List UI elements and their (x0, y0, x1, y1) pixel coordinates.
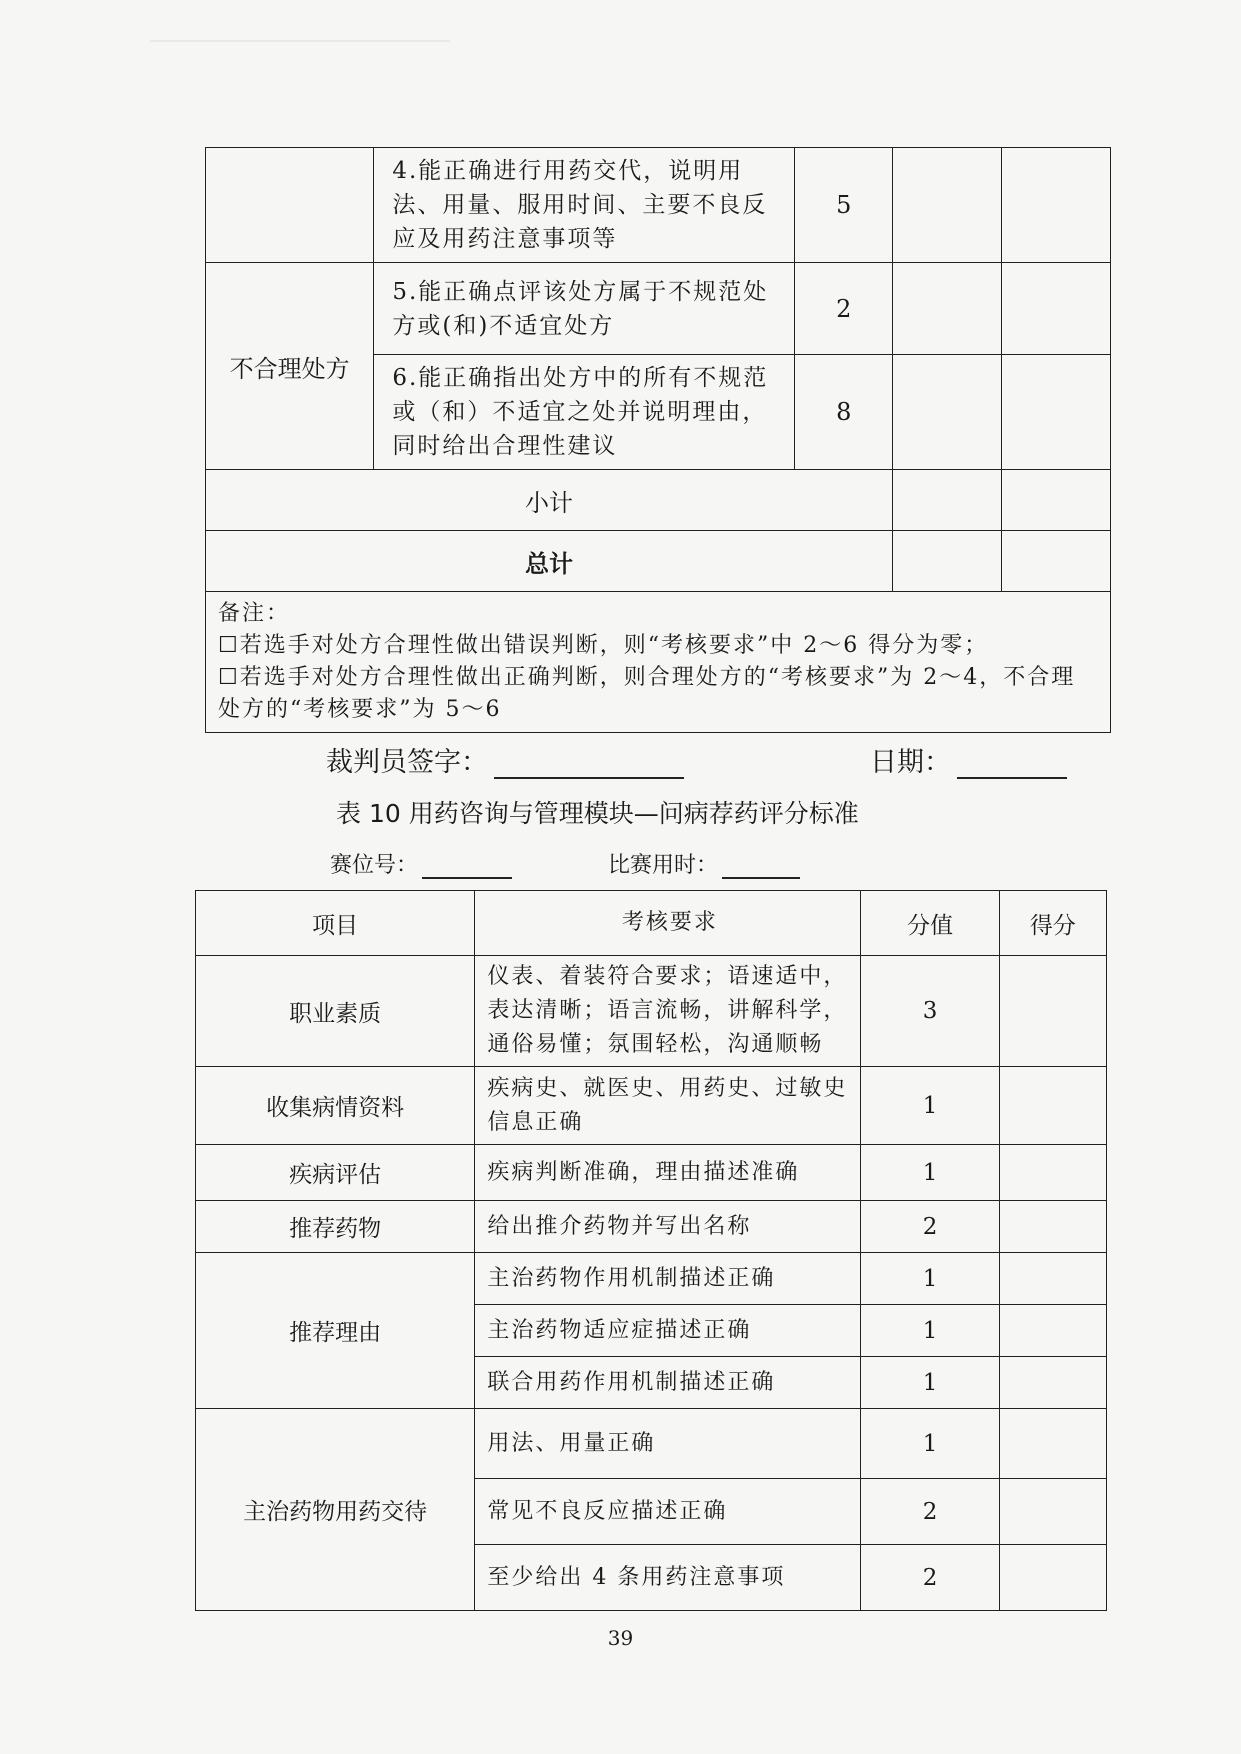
requirement-cell: 4.能正确进行用药交代，说明用法、用量、服用时间、主要不良反应及用药注意事项等 (374, 148, 795, 263)
value-cell: 3 (861, 956, 999, 1067)
total-label: 总计 (206, 531, 893, 592)
value-cell: 2 (861, 1545, 999, 1611)
value-cell: 8 (795, 355, 893, 470)
value-cell: 1 (861, 1305, 999, 1357)
requirement-cell: 疾病判断准确，理由描述准确 (475, 1145, 861, 1201)
requirement-cell: 5.能正确点评该处方属于不规范处方或(和)不适宜处方 (374, 263, 795, 355)
table-row (196, 1201, 1107, 1253)
judge-signature-field[interactable] (494, 751, 684, 779)
table-row (206, 263, 1111, 355)
table-row (206, 148, 1111, 263)
requirement-cell: 常见不良反应描述正确 (475, 1479, 861, 1545)
note-line: ☐若选手对处方合理性做出正确判断，则合理处方的“考核要求”为 2～4，不合理处方的“考核要求”为 5～6 (218, 665, 1076, 722)
requirement-cell: 主治药物作用机制描述正确 (475, 1253, 861, 1305)
requirement-cell: 联合用药作用机制描述正确 (475, 1357, 861, 1409)
value-cell: 5 (795, 148, 893, 263)
item-cell: 疾病评估 (196, 1145, 475, 1201)
time-used (608, 848, 800, 879)
time-label: 比赛用时： (608, 853, 719, 878)
score-cell[interactable] (999, 1545, 1106, 1611)
requirement-cell: 6.能正确指出处方中的所有不规范或（和）不适宜之处并说明理由，同时给出合理性建议 (374, 355, 795, 470)
judge-signature-label: 裁判员签字： (326, 747, 488, 778)
header-requirement: 考核要求 (475, 891, 861, 956)
seat-label: 赛位号： (330, 853, 419, 878)
scan-artifact (150, 40, 450, 42)
blank-cell (1001, 263, 1110, 355)
table-title: 表 10 用药咨询与管理模块—问病荐药评分标准 (336, 799, 859, 828)
header-item: 项目 (196, 891, 475, 956)
time-field[interactable] (722, 855, 800, 879)
header-value: 分值 (861, 891, 999, 956)
note-title: 备注： (218, 601, 291, 626)
score-cell[interactable] (892, 148, 1001, 263)
total-score-cell[interactable] (892, 531, 1001, 592)
table-row (196, 1253, 1107, 1305)
table-row (196, 1145, 1107, 1201)
score-cell[interactable] (999, 956, 1106, 1067)
blank-cell (1001, 470, 1110, 531)
seat-field[interactable] (422, 855, 512, 879)
item-cell-recommend-reason: 推荐理由 (196, 1253, 475, 1409)
value-cell: 1 (861, 1357, 999, 1409)
note-row (206, 592, 1111, 733)
value-cell: 2 (861, 1479, 999, 1545)
blank-cell (1001, 355, 1110, 470)
score-cell[interactable] (999, 1479, 1106, 1545)
blank-cell (1001, 531, 1110, 592)
blank-cell (1001, 148, 1110, 263)
requirement-cell: 至少给出 4 条用药注意事项 (475, 1545, 861, 1611)
value-cell: 1 (861, 1409, 999, 1479)
score-cell[interactable] (999, 1409, 1106, 1479)
score-cell[interactable] (999, 1067, 1106, 1145)
date-label: 日期： (870, 747, 951, 778)
note-line: ☐若选手对处方合理性做出错误判断，则“考核要求”中 2～6 得分为零； (218, 633, 989, 658)
requirement-cell: 给出推介药物并写出名称 (475, 1201, 861, 1253)
score-cell[interactable] (999, 1253, 1106, 1305)
subtotal-score-cell[interactable] (892, 470, 1001, 531)
signature-date (870, 740, 1067, 779)
score-cell[interactable] (999, 1357, 1106, 1409)
value-cell: 2 (795, 263, 893, 355)
value-cell: 2 (861, 1201, 999, 1253)
item-cell-medication-instructions: 主治药物用药交待 (196, 1409, 475, 1611)
value-cell: 1 (861, 1067, 999, 1145)
item-cell: 收集病情资料 (196, 1067, 475, 1145)
score-cell[interactable] (999, 1145, 1106, 1201)
judge-signature (326, 740, 684, 779)
score-cell[interactable] (999, 1305, 1106, 1357)
seat-number (330, 848, 512, 879)
prescription-review-table (205, 147, 1111, 733)
requirement-cell: 用法、用量正确 (475, 1409, 861, 1479)
page-number: 39 (607, 1626, 634, 1650)
requirement-cell: 仪表、着装符合要求；语速适中，表达清晰；语言流畅，讲解科学，通俗易懂；氛围轻松，沟通顺畅 (475, 956, 861, 1067)
header-row (196, 891, 1107, 956)
subtotal-label: 小计 (206, 470, 893, 531)
requirement-cell: 疾病史、就医史、用药史、过敏史信息正确 (475, 1067, 861, 1145)
item-cell: 职业素质 (196, 956, 475, 1067)
table-row (196, 1067, 1107, 1145)
score-cell[interactable] (892, 355, 1001, 470)
total-row (206, 531, 1111, 592)
item-cell: 推荐药物 (196, 1201, 475, 1253)
row-label-unreasonable-prescription: 不合理处方 (206, 263, 374, 470)
value-cell: 1 (861, 1253, 999, 1305)
date-field[interactable] (957, 751, 1067, 779)
consultation-scoring-table (195, 890, 1107, 1611)
row-label (206, 148, 374, 263)
note-cell (206, 592, 1111, 733)
score-cell[interactable] (892, 263, 1001, 355)
value-cell: 1 (861, 1145, 999, 1201)
header-score: 得分 (999, 891, 1106, 956)
requirement-cell: 主治药物适应症描述正确 (475, 1305, 861, 1357)
subtotal-row (206, 470, 1111, 531)
table-row (196, 956, 1107, 1067)
table-row (196, 1409, 1107, 1479)
score-cell[interactable] (999, 1201, 1106, 1253)
